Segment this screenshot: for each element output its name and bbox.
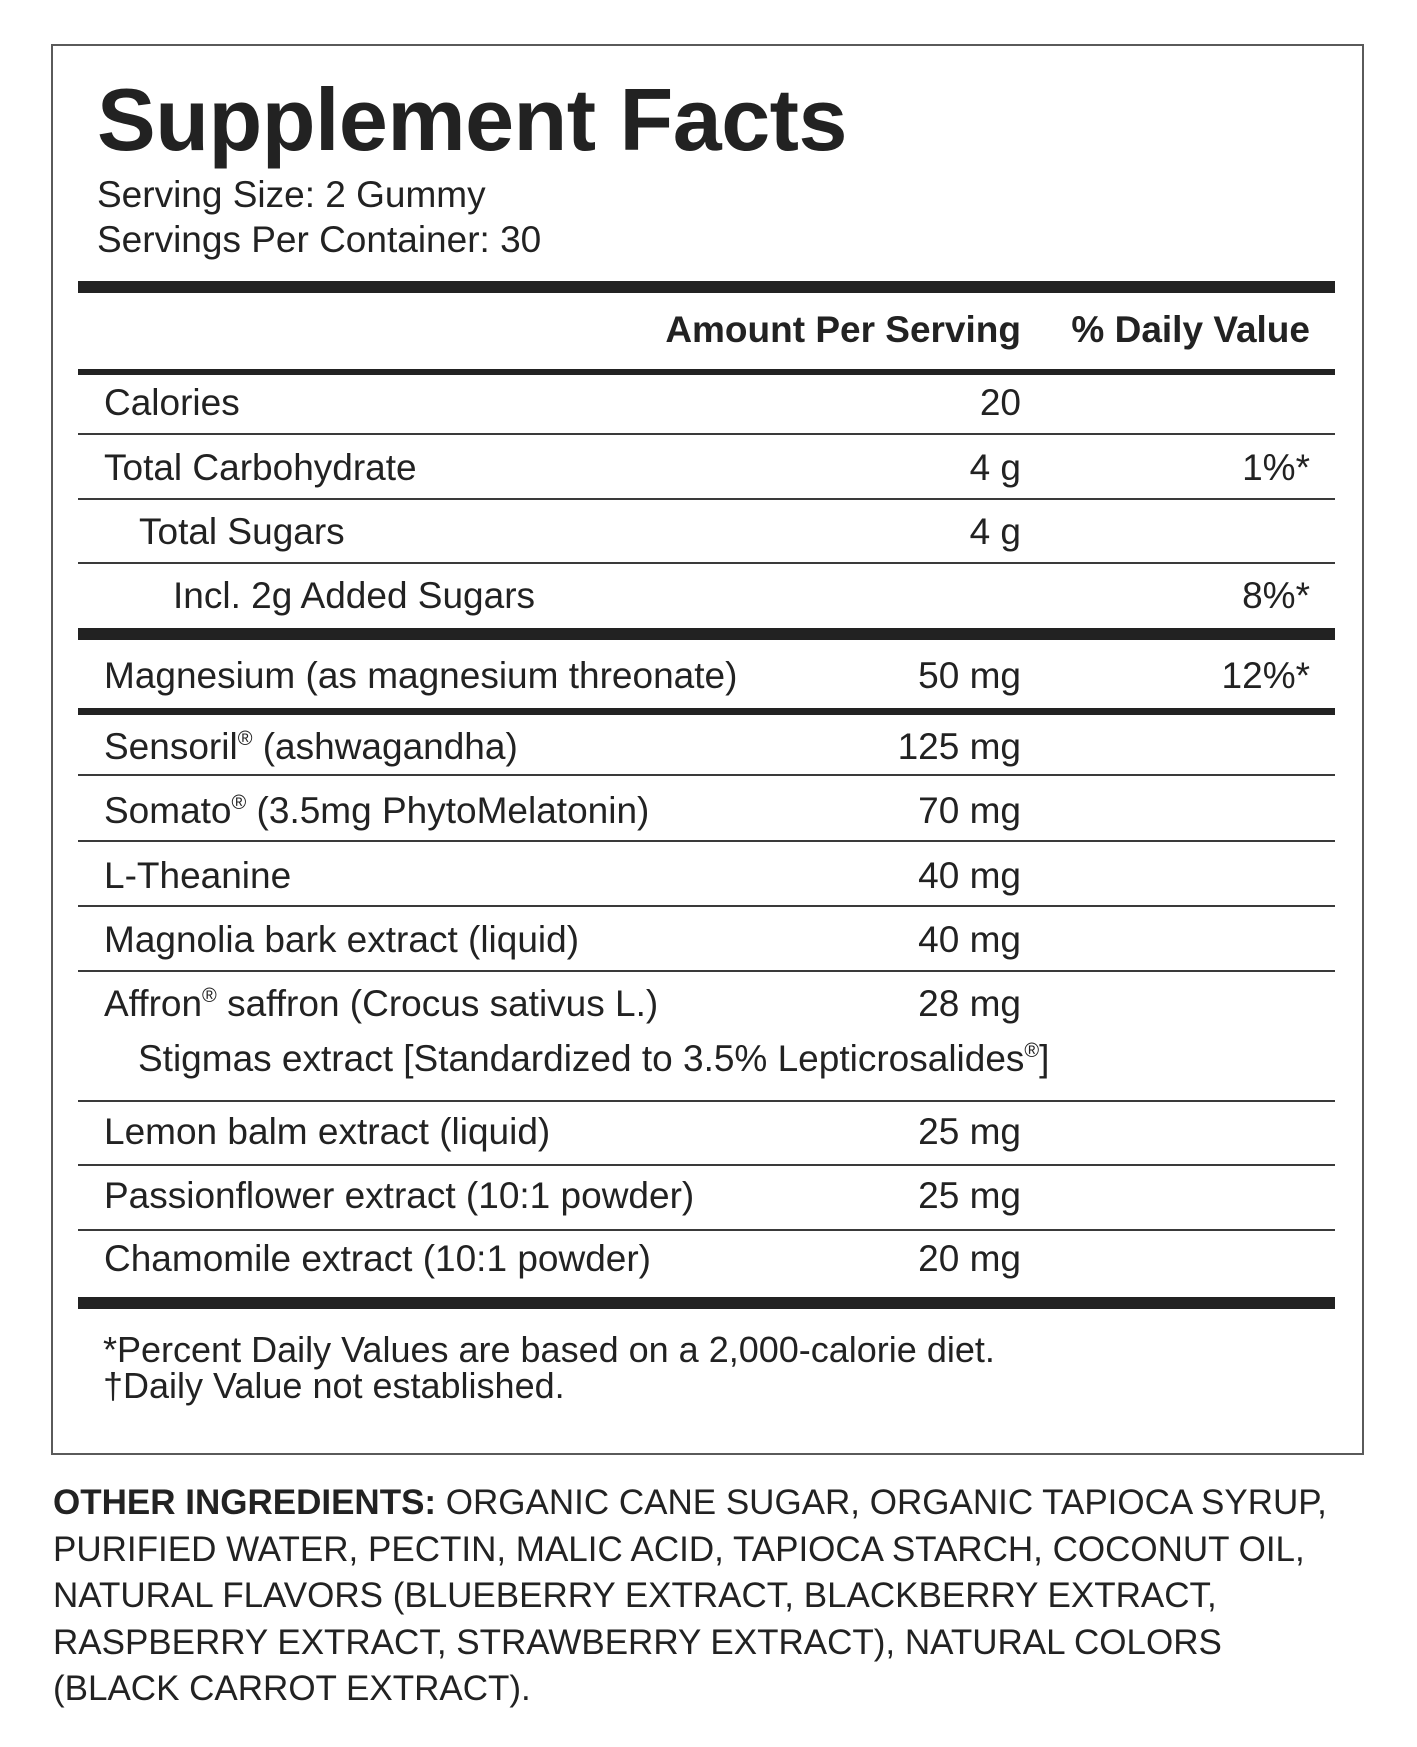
table-row-added-sugars	[78, 564, 1335, 640]
nutrient-amount: 50 mg	[918, 655, 1021, 696]
nutrient-daily-value: 8%*	[1242, 575, 1310, 616]
ingredient-subline: Stigmas extract [Standardized to 3.5% Lepticrosalides®]	[138, 1038, 1050, 1079]
ingredient-name: Sensoril® (ashwagandha)	[104, 726, 518, 767]
registered-trademark-icon: ®	[202, 985, 217, 1007]
ingredient-amount: 25 mg	[918, 1111, 1021, 1152]
nutrient-table	[78, 375, 1335, 1309]
table-row-l-theanine	[78, 842, 1335, 907]
nutrient-name: Total Sugars	[139, 511, 345, 552]
table-row-sensoril	[78, 715, 1335, 776]
nutrient-amount: 4 g	[969, 511, 1021, 552]
daily-value-header: % Daily Value	[1071, 309, 1310, 350]
ingredient-amount: 28 mg	[918, 983, 1021, 1024]
nutrient-name: Magnesium (as magnesium threonate)	[104, 655, 738, 696]
table-row-calories	[78, 375, 1335, 435]
thick-divider	[78, 281, 1335, 293]
ingredient-amount: 70 mg	[918, 790, 1021, 831]
amount-per-serving-header: Amount Per Serving	[665, 309, 1021, 350]
nutrient-amount: 4 g	[969, 447, 1021, 488]
ingredient-name: Chamomile extract (10:1 powder)	[104, 1238, 651, 1279]
table-row-magnesium	[78, 640, 1335, 715]
table-row-affron-saffron	[78, 972, 1335, 1102]
ingredient-name: L-Theanine	[104, 855, 292, 896]
ingredient-name: Somato® (3.5mg PhytoMelatonin)	[104, 790, 650, 831]
table-row-passionflower	[78, 1166, 1335, 1231]
footnote-not-established: †Daily Value not established.	[103, 1365, 565, 1406]
registered-trademark-icon: ®	[1024, 1040, 1040, 1062]
ingredient-amount: 25 mg	[918, 1175, 1021, 1216]
nutrient-daily-value: 1%*	[1242, 447, 1310, 488]
registered-trademark-icon: ®	[231, 792, 247, 814]
nutrient-name: Total Carbohydrate	[104, 447, 417, 488]
panel-title: Supplement Facts	[97, 70, 847, 169]
ingredient-name: Passionflower extract (10:1 powder)	[104, 1175, 695, 1216]
serving-size: Serving Size: 2 Gummy	[97, 174, 486, 215]
table-row-total-carbohydrate	[78, 435, 1335, 500]
table-row-magnolia-bark	[78, 907, 1335, 972]
other-ingredients-text: ORGANIC CANE SUGAR, ORGANIC TAPIOCA SYRUP, PURIFIED WATER, PECTIN, MALIC ACID, TAPIOCA STARCH, COCONUT OIL, NATURAL FLAVORS (BLUEBERRY EXTRACT, BLACKBERRY EXTRACT, RASPBERRY EXTRACT, STRAWBERRY EXTRACT), NATURAL COLORS (BLACK CARROT EXTRACT).	[53, 1483, 1327, 1708]
ingredient-amount: 20 mg	[918, 1238, 1021, 1279]
ingredient-amount: 40 mg	[918, 855, 1021, 896]
nutrient-name: Calories	[104, 382, 240, 423]
ingredient-amount: 125 mg	[897, 726, 1021, 767]
ingredient-name: Magnolia bark extract (liquid)	[104, 919, 580, 960]
registered-trademark-icon: ®	[237, 728, 253, 750]
nutrient-amount: 20	[979, 382, 1021, 423]
ingredient-name: Lemon balm extract (liquid)	[104, 1111, 551, 1152]
table-row-somato	[78, 776, 1335, 842]
nutrient-daily-value: 12%*	[1221, 655, 1310, 696]
table-row-lemon-balm	[78, 1102, 1335, 1166]
table-row-chamomile	[78, 1231, 1335, 1309]
table-row-total-sugars	[78, 500, 1335, 564]
other-ingredients	[53, 1480, 1353, 1713]
servings-per-container: Servings Per Container: 30	[97, 219, 542, 260]
other-ingredients-label: OTHER INGREDIENTS:	[53, 1483, 437, 1522]
ingredient-amount: 40 mg	[918, 919, 1021, 960]
ingredient-name: Affron® saffron (Crocus sativus L.)	[104, 983, 659, 1024]
nutrient-name: Incl. 2g Added Sugars	[173, 575, 536, 616]
footnote-daily-values: *Percent Daily Values are based on a 2,000-calorie diet.	[103, 1329, 995, 1370]
